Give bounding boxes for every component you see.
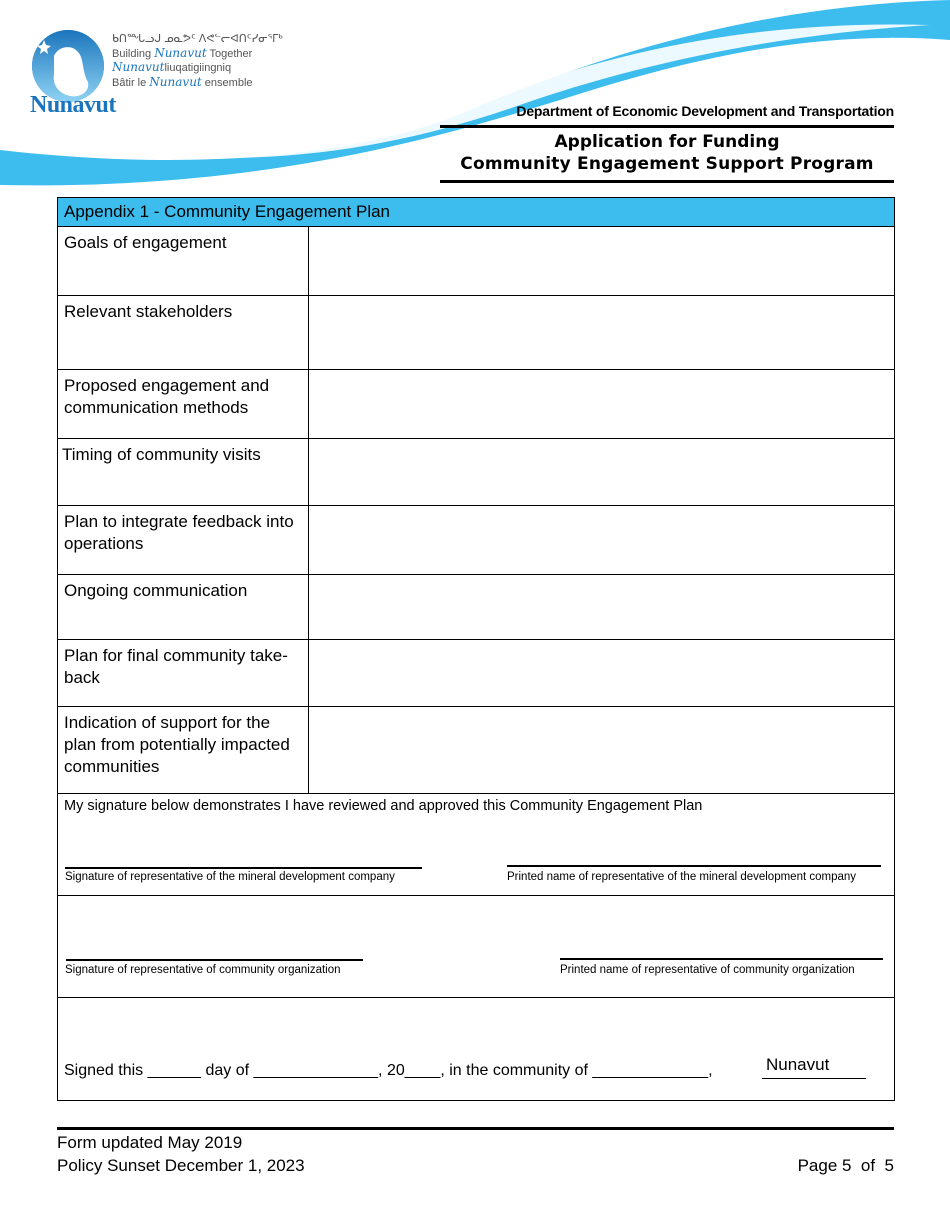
logo-wordmark: Nunavut bbox=[30, 92, 116, 118]
feedback-field[interactable] bbox=[308, 506, 894, 574]
logo-taglines bbox=[112, 33, 283, 90]
appendix-title: Appendix 1 - Community Engagement Plan bbox=[64, 202, 391, 221]
tagline-english: Building Nunavut Together bbox=[112, 45, 253, 60]
row-communication bbox=[58, 575, 894, 640]
row-support bbox=[58, 707, 894, 794]
engagement-plan-form bbox=[57, 197, 895, 1101]
page-number: Page 5 of 5 bbox=[797, 1156, 894, 1175]
program-title: Community Engagement Support Program bbox=[460, 154, 874, 174]
form-updated: Form updated May 2019 bbox=[57, 1133, 243, 1152]
communication-field[interactable] bbox=[308, 575, 894, 639]
divider bbox=[58, 997, 894, 998]
header-rule-top bbox=[440, 125, 894, 128]
community-name-label: Printed name of representative of community organization bbox=[560, 964, 855, 976]
row-methods bbox=[58, 370, 894, 439]
row-timing bbox=[58, 439, 894, 506]
policy-sunset: Policy Sunset December 1, 2023 bbox=[57, 1156, 305, 1175]
row-label: Timing of community visits bbox=[62, 445, 261, 464]
territory-line bbox=[762, 1078, 866, 1079]
row-stakeholders bbox=[58, 296, 894, 370]
row-feedback bbox=[58, 506, 894, 575]
row-label: Relevant stakeholders bbox=[64, 302, 233, 321]
header-rule-bottom bbox=[440, 180, 894, 183]
signed-statement[interactable]: Signed this ______ day of ______________, 20____, in the community of _____________, bbox=[64, 1062, 717, 1079]
territory-value: Nunavut bbox=[766, 1055, 830, 1074]
company-name-label: Printed name of representative of the mineral development company bbox=[507, 871, 857, 883]
goals-field[interactable] bbox=[308, 227, 894, 295]
footer-rule bbox=[57, 1127, 894, 1130]
community-signature-line[interactable] bbox=[66, 959, 363, 961]
row-label: Plan to integrate feedback into operations bbox=[64, 512, 294, 553]
row-label: Proposed engagement and communication methods bbox=[64, 376, 270, 417]
row-label: Indication of support for the plan from potentially impacted communities bbox=[64, 713, 290, 776]
row-label: Plan for final community take-back bbox=[64, 646, 288, 687]
appendix-header bbox=[58, 198, 894, 227]
methods-field[interactable] bbox=[308, 370, 894, 438]
row-label: Goals of engagement bbox=[64, 233, 227, 252]
tagline-syllabics: ᑲᑎᙵᓗᒍ ᓄᓇᕗᑦ ᐱᕙᓪᓕᐊᑎᑦᓯᓂᕐᒥᒃ bbox=[112, 33, 283, 45]
row-label: Ongoing communication bbox=[64, 581, 248, 600]
department-name: Department of Economic Development and Transportation bbox=[516, 103, 894, 119]
form-title: Application for Funding bbox=[554, 132, 780, 152]
divider bbox=[58, 895, 894, 896]
row-takeback bbox=[58, 640, 894, 707]
company-signature-line[interactable] bbox=[65, 867, 422, 869]
stakeholders-field[interactable] bbox=[308, 296, 894, 369]
approval-statement: My signature below demonstrates I have reviewed and approved this Community Engagement Plan bbox=[64, 798, 703, 814]
takeback-field[interactable] bbox=[308, 640, 894, 706]
support-field[interactable] bbox=[308, 707, 894, 793]
community-signature-label: Signature of representative of community organization bbox=[65, 964, 341, 976]
tagline-french: Bâtir le Nunavut ensemble bbox=[112, 74, 253, 89]
company-signature-label: Signature of representative of the mineral development company bbox=[65, 871, 395, 883]
timing-field[interactable] bbox=[308, 439, 894, 505]
tagline-inuinnaqtun: Nunavutliuqatigiingniq bbox=[112, 60, 232, 74]
community-name-line[interactable] bbox=[560, 958, 883, 960]
row-goals bbox=[58, 227, 894, 296]
company-name-line[interactable] bbox=[507, 865, 881, 867]
